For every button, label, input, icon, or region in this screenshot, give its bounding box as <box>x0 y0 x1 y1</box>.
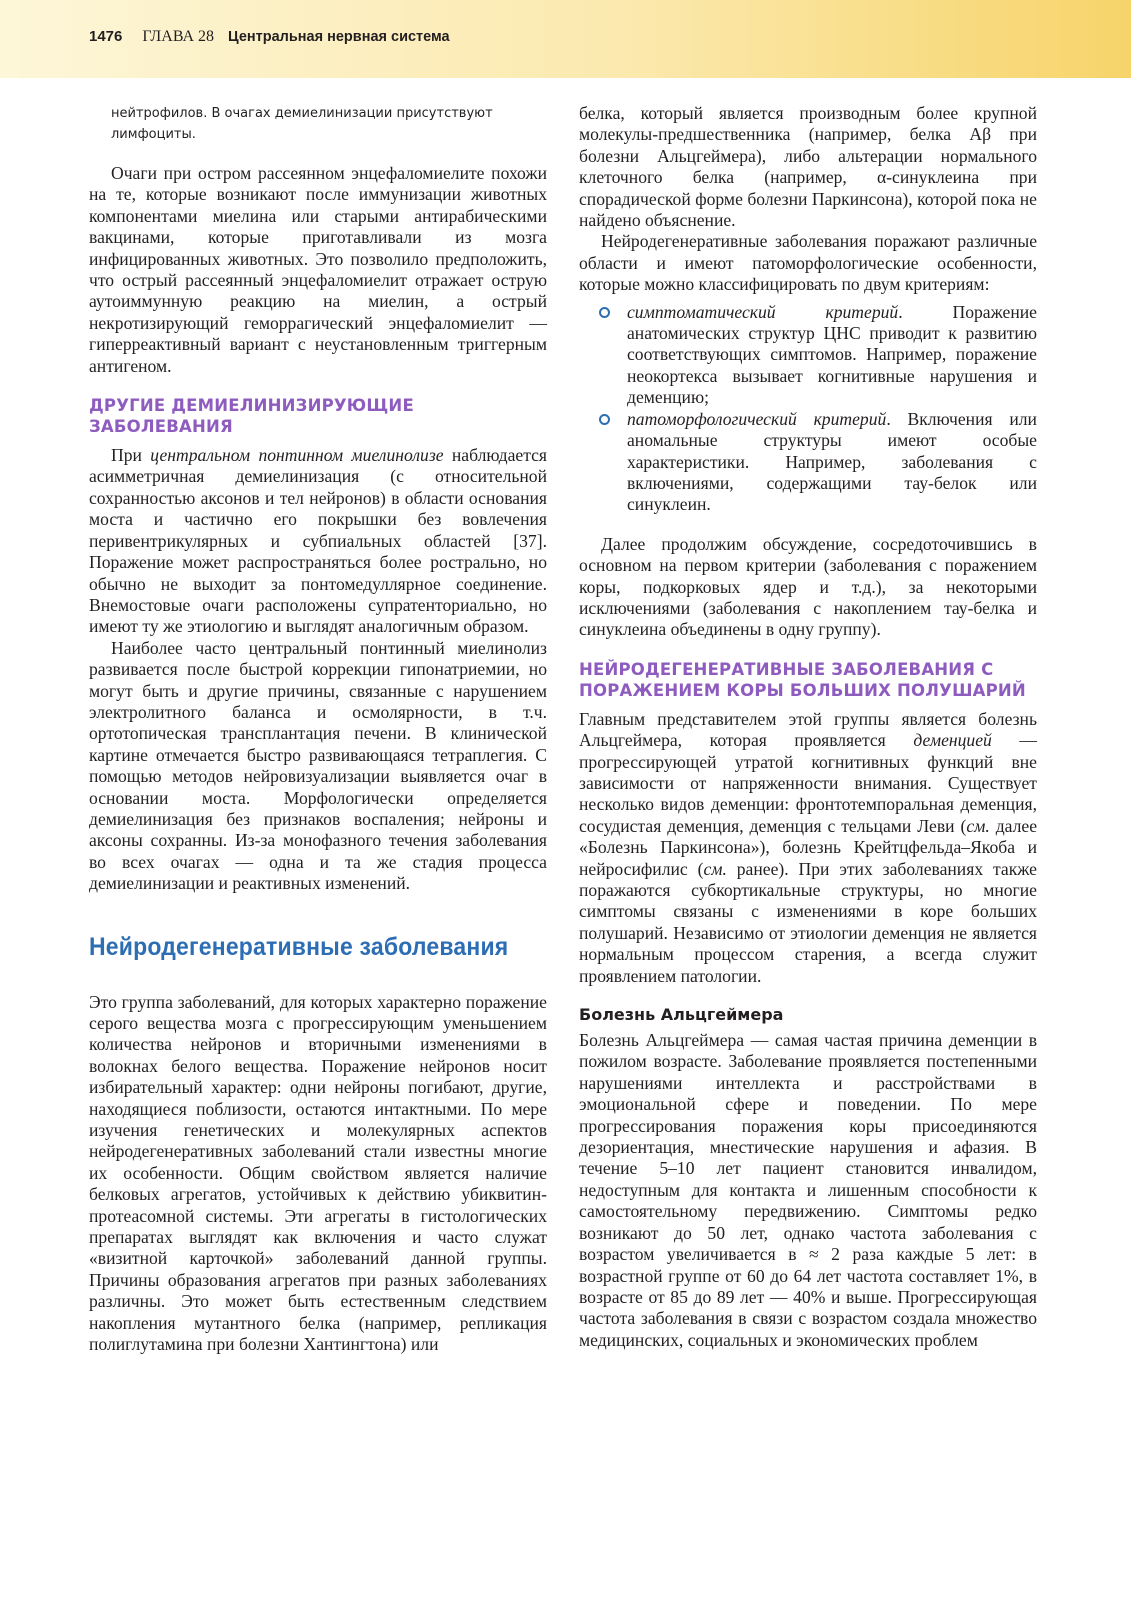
paragraph: Далее продолжим обсуждение, сосредоточившись в основном на первом критерии (заболевания с поражением коры, подкорковых ядер и т.д.), за некоторыми исключениями (заболевания с накоплением тау-белка и синуклеина объединены в одну группу). <box>579 533 1037 640</box>
paragraph-text: — прогрессирующей утратой когнитивных функций вне зависимости от напряженности внимания. Существует несколько видов деменции: фронтотемпоральная деменция, сосудистая деменция, деменция с тельцами Леви ( <box>579 730 1037 836</box>
page-number: 1476 <box>89 28 123 45</box>
emphasis-term: деменцией <box>913 730 992 751</box>
paragraph-text: . Включения или аномальные структуры имеют особые характеристики. Например, заболевания с включениями, содержащими тау-белок или синуклеин. <box>627 408 1037 515</box>
paragraph: Нейродегенеративные заболевания поражают различные области и имеют патоморфологические особенности, которые можно классифицировать по двум критериям: <box>579 231 1037 295</box>
paragraph: Болезнь Альцгеймера — самая частая причина деменции в пожилом возрасте. Заболевание проявляется постепенными нарушениями интеллекта и расстройствами в эмоциональной сфере и поведении. По мере прогрессирования поражения коры присоединяются дезориентация, мнестические нарушения и афазия. В течение 5–10 лет пациент становится инвалидом, недоступным для контакта и лишенным способности к самостоятельному передвижению. Симптомы редко возникают до 50 лет, однако частота заболевания с возрастом увеличивается в ≈ 2 раза каждые 5 лет: в возрастной группе от 60 до 64 лет частота составляет 1%, в возрасте от 85 до 89 лет — 40% и выше. Прогрессирующая частота заболевания в связи с возрастом создала множество медицинских, социальных и экономических проблем <box>579 1030 1037 1350</box>
section-heading-cortex: НЕЙРОДЕГЕНЕРАТИВНЫЕ ЗАБОЛЕВАНИЯ С ПОРАЖЕНИЕМ КОРЫ БОЛЬШИХ ПОЛУШАРИЙ <box>579 659 1026 700</box>
paragraph-text: наблюдается асимметричная демиелинизация (с относительной сохранностью аксонов и тел нейронов) в области основания моста и частично его покрышки без вовлечения перивентрикулярных и субпиальных областей [37]. Поражение может распространяться более рострально, но обычно не выходит за понтомедуллярное соединение. Внемостовые очаги расположены супратенториально, но имеют ту же этиологию и выглядят аналогичным образом. <box>89 445 547 637</box>
section-heading-neurodegenerative: Нейродегенеративные заболевания <box>89 932 509 961</box>
paragraph: белка, который является производным более крупной молекулы-предшественника (например, белка Aβ при болезни Альцгеймера), либо альтерации нормального клеточного белка (например, α-синуклеина при спорадической форме болезни Паркинсона), которой пока не найдено объяснение. <box>579 103 1037 231</box>
criteria-list <box>579 302 1037 516</box>
list-item <box>627 302 1037 409</box>
running-header <box>89 28 450 52</box>
list-item-text <box>627 302 1037 409</box>
emphasis-term: центральном понтинном миелинолизе <box>150 445 444 466</box>
list-item <box>627 409 1037 516</box>
paragraph <box>89 445 547 638</box>
subsection-heading-alzheimer: Болезнь Альцгеймера <box>579 1005 784 1025</box>
paragraph-text: далее «Болезнь Паркинсона»), болезнь Крейтцфельда–Якоба и нейросифилис ( <box>579 815 1038 879</box>
paragraph-text: Главным представителем этой группы является болезнь Альцгеймера, которая проявляется <box>579 708 1037 751</box>
paragraph: Наиболее часто центральный понтинный миелинолиз развивается после быстрой коррекции гипонатриемии, но могут быть и другие причины, связанные с нарушением электролитного баланса и осмолярности, в т.ч. ортотопическая трансплантация печени. В клинической картине отмечается быстро развивающаяся тетраплегия. С помощью методов нейровизуализации выявляется очаг в основании моста. Морфологически определяется демиелинизация без признаков воспаления; нейроны и аксоны сохранны. Из-за монофазного течения заболевания во всех очагах — одна и та же стадия процесса демиелинизации и реактивных изменений. <box>89 637 547 894</box>
emphasis-ref: см. <box>966 815 990 836</box>
paragraph <box>579 709 1037 987</box>
paragraph-text: . Поражение анатомических структур ЦНС приводит к развитию соответствующих симптомов. Например, поражение неокортекса вызывает когнитивные нарушения и деменцию; <box>627 301 1037 408</box>
paragraph-text: ранее). При этих заболеваниях также поражаются субкортикальные структуры, но многие симптомы связаны с изменениями в коре больших полушарий. Независимо от этиологии деменция не является нормальным процессом старения, а всегда служит проявлением патологии. <box>579 858 1037 986</box>
emphasis-term: симптоматический критерий <box>627 301 899 322</box>
emphasis-term: патоморфологический критерий <box>627 408 887 429</box>
left-column <box>89 103 547 1356</box>
paragraph: Это группа заболеваний, для которых характерно поражение серого вещества мозга с прогрессирующим уменьшением количества нейронов и вторичными изменениями в волокнах белого вещества. Поражение нейронов носит избирательный характер: одни нейроны погибают, другие, находящиеся поблизости, остаются интактными. По мере изучения генетических и молекулярных аспектов нейродегенеративных заболеваний стали известны многие их особенности. Общим свойством является наличие белковых агрегатов, устойчивых к действию убиквитин-протеасомной системы. Эти агрегаты в гистологических препаратах выглядят как включения и часто служат «визитной карточкой» заболеваний данной группы. Причины образования агрегатов при разных заболеваниях различны. Это может быть естественным следствием накопления мутантного белка (например, репликация полиглутамина при болезни Хантингтона) или <box>89 991 547 1355</box>
spacer <box>579 524 1037 534</box>
figure-note: нейтрофилов. В очагах демиелинизации присутствуют лимфоциты. <box>111 106 493 142</box>
right-column <box>579 103 1037 1351</box>
paragraph: Очаги при остром рассеянном энцефаломиелите похожи на те, которые возникают после иммунизации животных компонентами миелина или старыми антирабическими вакцинами, которые приготавливали из мозга инфицированных животных. Это позволило предположить, что острый рассеянный энцефаломиелит отражает острую аутоиммунную реакцию на миелин, а острый некротизирующий геморрагический энцефаломиелит — гиперреактивный вариант с неустановленным триггерным антигеном. <box>89 163 547 376</box>
bullet-circle-icon <box>599 307 610 318</box>
chapter-title: Центральная нервная система <box>228 29 450 45</box>
section-heading-other-demyelinating: ДРУГИЕ ДЕМИЕЛИНИЗИРУЮЩИЕ ЗАБОЛЕВАНИЯ <box>89 396 414 437</box>
list-item-text <box>627 409 1037 516</box>
chapter-label: ГЛАВА 28 <box>142 28 215 45</box>
emphasis-ref: см. <box>703 858 727 879</box>
paragraph-text: При <box>111 445 151 466</box>
bullet-circle-icon <box>599 414 610 425</box>
